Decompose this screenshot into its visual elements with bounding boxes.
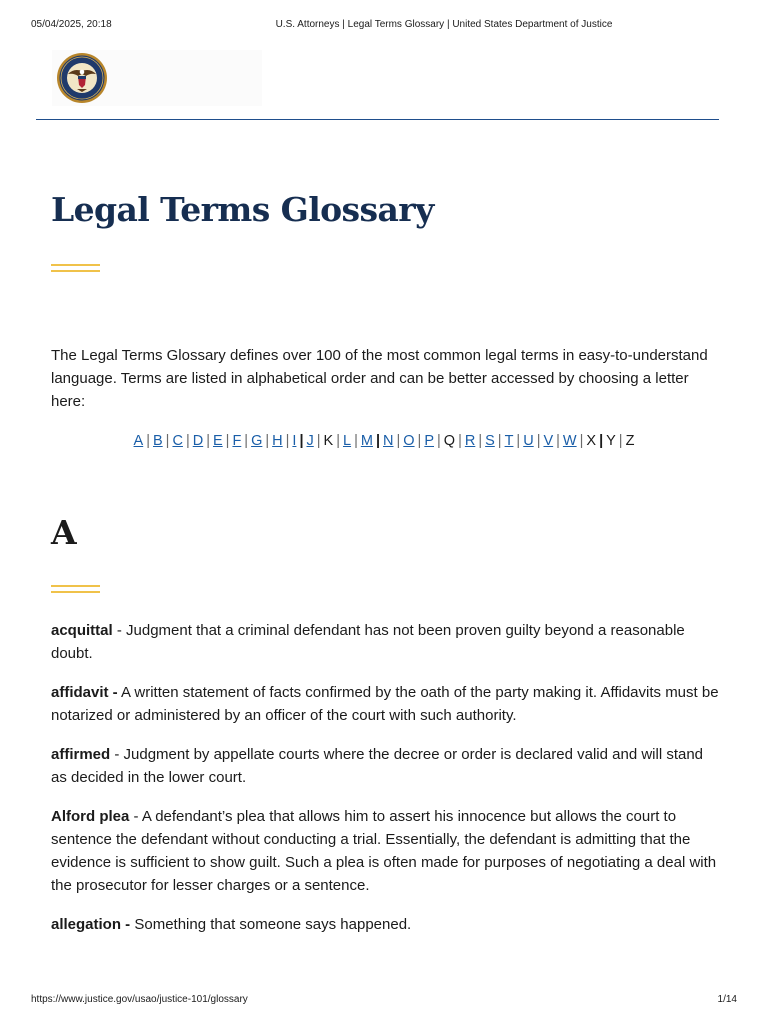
term-definition: A defendant’s plea that allows him to assert his innocence but allows the court to sentence the defendant without conducting a trial. Essentially, the defendant is admitting that the evidence is sufficient to show guilt. Such a plea is often made for purposes of negotiating a deal with the prosecutor for lesser charges or a sentence.	[51, 808, 717, 894]
letter-separator: |	[316, 433, 321, 449]
letter-separator: |	[478, 433, 483, 449]
glossary-entry	[51, 681, 721, 727]
glossary-term-list	[51, 619, 721, 952]
letter-separator: |	[285, 433, 290, 449]
term-name: allegation -	[51, 916, 131, 933]
letter-separator: |	[185, 433, 190, 449]
section-accent-bar	[51, 585, 100, 594]
footer-page-number: 1/14	[717, 994, 737, 1005]
term-definition: Judgment that a criminal defendant has not been proven guilty beyond a reasonable doubt.	[51, 622, 685, 662]
letter-separator: |	[265, 433, 270, 449]
letter-separator: |	[579, 433, 584, 449]
term-definition: Judgment by appellate courts where the decree or order is declared valid and will stand as decided in the lower court.	[51, 746, 704, 786]
letter-separator: |	[437, 433, 441, 449]
letter-link-k: K	[323, 433, 334, 449]
letter-separator: |	[396, 433, 401, 449]
letter-separator: |	[375, 433, 380, 449]
footer-url: https://www.justice.gov/usao/justice-101/glossary	[31, 994, 248, 1005]
letter-separator: |	[299, 433, 304, 449]
print-date: 05/04/2025, 20:18	[31, 19, 112, 30]
letter-separator: |	[536, 433, 541, 449]
letter-separator: |	[599, 433, 604, 449]
letter-link-a[interactable]: A	[133, 433, 144, 449]
term-separator: -	[129, 808, 142, 825]
letter-link-q: Q	[443, 433, 456, 449]
letter-separator: |	[458, 433, 462, 449]
letter-link-m[interactable]: M	[360, 433, 373, 449]
title-accent-bar	[51, 264, 100, 273]
letter-link-o[interactable]: O	[403, 433, 415, 449]
letter-separator: |	[225, 433, 230, 449]
letter-separator: |	[165, 433, 170, 449]
site-logo[interactable]	[52, 50, 262, 106]
term-separator: -	[112, 622, 127, 639]
letter-link-w[interactable]: W	[562, 433, 577, 449]
doj-seal-icon	[56, 52, 108, 104]
glossary-entry	[51, 743, 721, 789]
term-definition: Something that someone says happened.	[134, 916, 412, 933]
term-name: affidavit -	[51, 684, 118, 701]
letter-link-y: Y	[606, 433, 616, 449]
letter-link-b[interactable]: B	[153, 433, 163, 449]
glossary-entry	[51, 805, 721, 897]
term-name: acquittal	[51, 622, 113, 639]
letter-link-e[interactable]: E	[212, 433, 223, 449]
letter-separator: |	[244, 433, 249, 449]
term-name: Alford plea	[51, 808, 130, 825]
letter-separator: |	[417, 433, 422, 449]
glossary-entry	[51, 913, 721, 936]
letter-link-s[interactable]: S	[485, 433, 495, 449]
letter-link-g[interactable]: G	[251, 433, 263, 449]
term-name: affirmed	[51, 746, 111, 763]
alphabet-navigation	[0, 431, 768, 451]
letter-separator: |	[336, 433, 340, 449]
print-page-title: U.S. Attorneys | Legal Terms Glossary | United States Department of Justice	[275, 19, 613, 30]
letter-separator: |	[556, 433, 560, 449]
letter-link-i[interactable]: I	[292, 433, 297, 449]
letter-link-c[interactable]: C	[172, 433, 183, 449]
glossary-entry	[51, 619, 721, 665]
letter-link-x: X	[586, 433, 597, 449]
print-header	[0, 19, 768, 33]
letter-separator: |	[354, 433, 358, 449]
header-divider	[36, 119, 719, 120]
letter-link-n[interactable]: N	[383, 433, 394, 449]
letter-separator: |	[206, 433, 210, 449]
letter-separator: |	[618, 433, 623, 449]
letter-link-r[interactable]: R	[464, 433, 476, 449]
intro-paragraph: The Legal Terms Glossary defines over 100 of the most common legal terms in easy-to-understand language. Terms are listed in alphabetical order and can be better accessed by choosing a letter here:	[51, 347, 708, 410]
letter-link-d[interactable]: D	[192, 433, 204, 449]
page-title: Legal Terms Glossary	[51, 190, 434, 229]
letter-link-v[interactable]: V	[543, 433, 554, 449]
term-definition: A written statement of facts confirmed by the oath of the party making it. Affidavits must be notarized or administered by an officer of the court with such authority.	[51, 684, 719, 724]
letter-link-f[interactable]: F	[232, 433, 242, 449]
letter-link-t[interactable]: T	[504, 433, 514, 449]
letter-separator: |	[497, 433, 502, 449]
letter-link-u[interactable]: U	[523, 433, 534, 449]
letter-link-z: Z	[625, 433, 635, 449]
print-footer	[0, 994, 768, 1008]
section-heading-a: A	[51, 513, 77, 552]
letter-link-l[interactable]: L	[342, 433, 352, 449]
letter-link-p[interactable]: P	[424, 433, 434, 449]
letter-separator: |	[516, 433, 521, 449]
letter-link-j[interactable]: J	[306, 433, 314, 449]
term-separator: -	[110, 746, 124, 763]
letter-separator: |	[146, 433, 150, 449]
letter-link-h[interactable]: H	[272, 433, 283, 449]
